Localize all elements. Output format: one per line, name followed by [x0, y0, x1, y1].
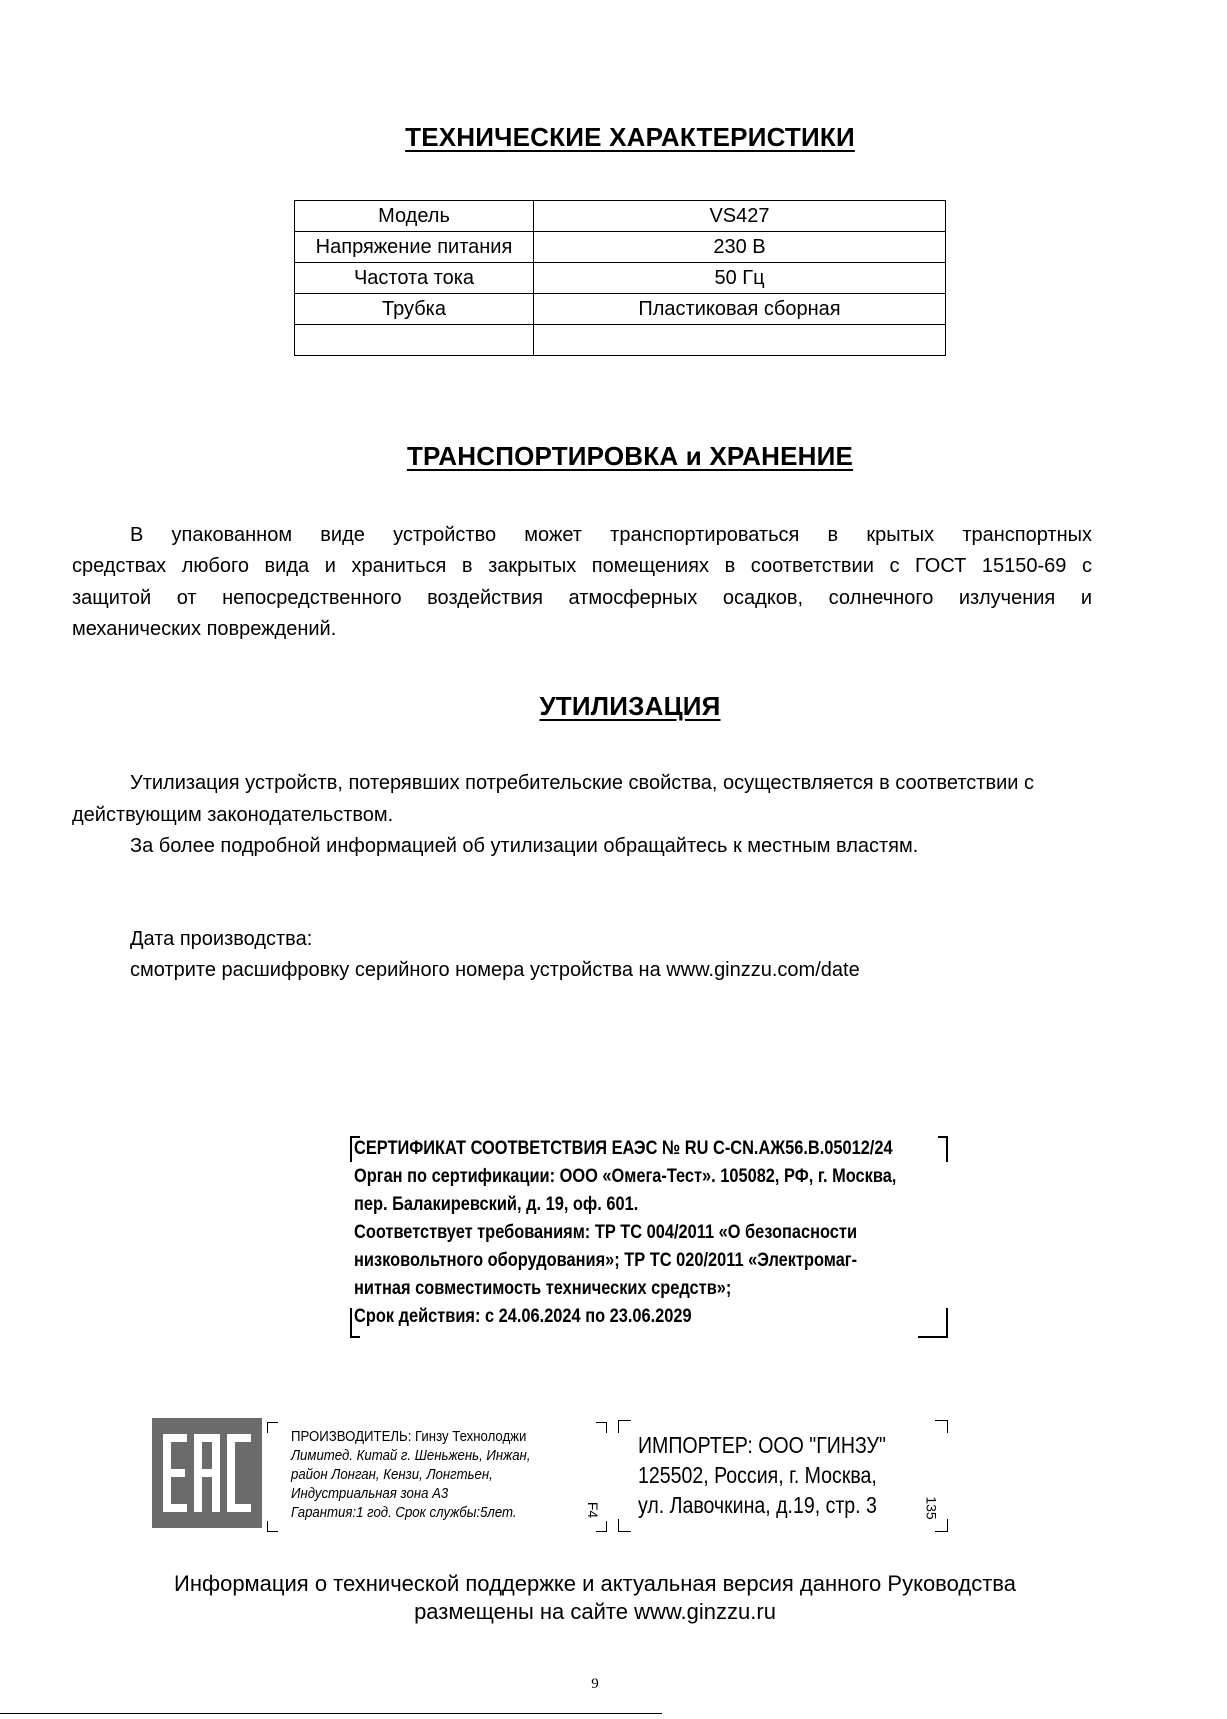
spec-label: Модель	[295, 201, 534, 232]
spec-value: 230 В	[534, 232, 946, 263]
spec-value: VS427	[534, 201, 946, 232]
spec-value: Пластиковая сборная	[534, 294, 946, 325]
eac-logo	[152, 1418, 262, 1528]
certificate-line: СЕРТИФИКАТ СООТВЕТСТВИЯ ЕАЭС № RU C-CN.АЖ56.В.05012/24	[354, 1137, 893, 1159]
disposal-line: Утилизация устройств, потерявших потребительские свойства, осуществляется в соответствии с	[130, 772, 1034, 794]
certificate-line: низковольтного оборудования»; ТР ТС 020/2011 «Электромаг-	[354, 1249, 858, 1271]
disposal-line: действующим законодательством.	[72, 804, 394, 826]
table-row	[295, 325, 946, 356]
tech-heading: ТЕХНИЧЕСКИЕ ХАРАКТЕРИСТИКИ	[405, 122, 855, 152]
spec-value: 50 Гц	[534, 263, 946, 294]
transport-line: средствах любого вида и храниться в закрытых помещениях в соответствии с ГОСТ 15150-69 с	[72, 555, 1092, 577]
producer-line: ПРОИЗВОДИТЕЛЬ: Гинзу Технолоджи	[291, 1428, 527, 1445]
table-row	[295, 232, 946, 263]
importer-line: ИМПОРТЕР: ООО "ГИНЗУ"	[638, 1432, 886, 1458]
page-number: 9	[591, 1676, 599, 1692]
support-info-line: размещены на сайте www.ginzzu.ru	[414, 1599, 776, 1624]
disposal-heading: УТИЛИЗАЦИЯ	[539, 691, 721, 721]
importer-block	[618, 1420, 948, 1532]
production-date-text: смотрите расшифровку серийного номера устройства на www.ginzzu.com/date	[130, 959, 860, 981]
spec-value	[534, 325, 946, 356]
table-row	[295, 263, 946, 294]
spec-label: Напряжение питания	[295, 232, 534, 263]
certificate-line: пер. Балакиревский, д. 19, оф. 601.	[354, 1193, 639, 1215]
spec-label: Частота тока	[295, 263, 534, 294]
transport-heading: ТРАНСПОРТИРОВКА и ХРАНЕНИЕ	[406, 441, 854, 471]
transport-line: механических повреждений.	[72, 618, 337, 640]
support-info-line: Информация о технической поддержке и актуальная версия данного Руководства	[174, 1571, 1016, 1596]
certificate-line: нитная совместимость технических средств»;	[354, 1277, 732, 1299]
importer-line: ул. Лавочкина, д.19, стр. 3	[638, 1492, 877, 1518]
support-info	[0, 1570, 1190, 1626]
producer-line: Гарантия:1 год. Срок службы:5лет.	[291, 1504, 517, 1521]
production-date-label: Дата производства:	[130, 928, 313, 950]
eac-mark-icon	[152, 1418, 262, 1528]
producer-line: Индустриальная зона А3	[291, 1485, 449, 1502]
producer-block	[267, 1422, 607, 1532]
bottom-rule	[0, 1713, 662, 1714]
producer-line: Лимитед. Китай г. Шеньжень, Инжан,	[291, 1447, 531, 1464]
transport-line: В упакованном виде устройство может транспортироваться в крытых транспортных	[130, 524, 1092, 546]
table-row	[295, 294, 946, 325]
certificate-line: Срок действия: с 24.06.2024 по 23.06.2029	[354, 1305, 692, 1327]
table-row	[295, 201, 946, 232]
producer-line: район Лонган, Кензи, Лонгтьен,	[291, 1466, 493, 1483]
certificate-block	[350, 1134, 948, 1338]
disposal-line: За более подробной информацией об утилизации обращайтесь к местным властям.	[130, 835, 919, 857]
spec-table	[294, 200, 946, 356]
certificate-line: Орган по сертификации: ООО «Омега-Тест». 105082, РФ, г. Москва,	[354, 1165, 897, 1187]
transport-line: защитой от непосредственного воздействия атмосферных осадков, солнечного излучения и	[72, 587, 1092, 609]
importer-line: 125502, Россия, г. Москва,	[638, 1462, 877, 1488]
spec-label: Трубка	[295, 294, 534, 325]
producer-code: F4	[585, 1501, 602, 1519]
spec-label	[295, 325, 534, 356]
certificate-line: Соответствует требованиям: ТР ТС 004/2011 «О безопасности	[354, 1221, 858, 1243]
importer-code: 135	[923, 1496, 940, 1520]
